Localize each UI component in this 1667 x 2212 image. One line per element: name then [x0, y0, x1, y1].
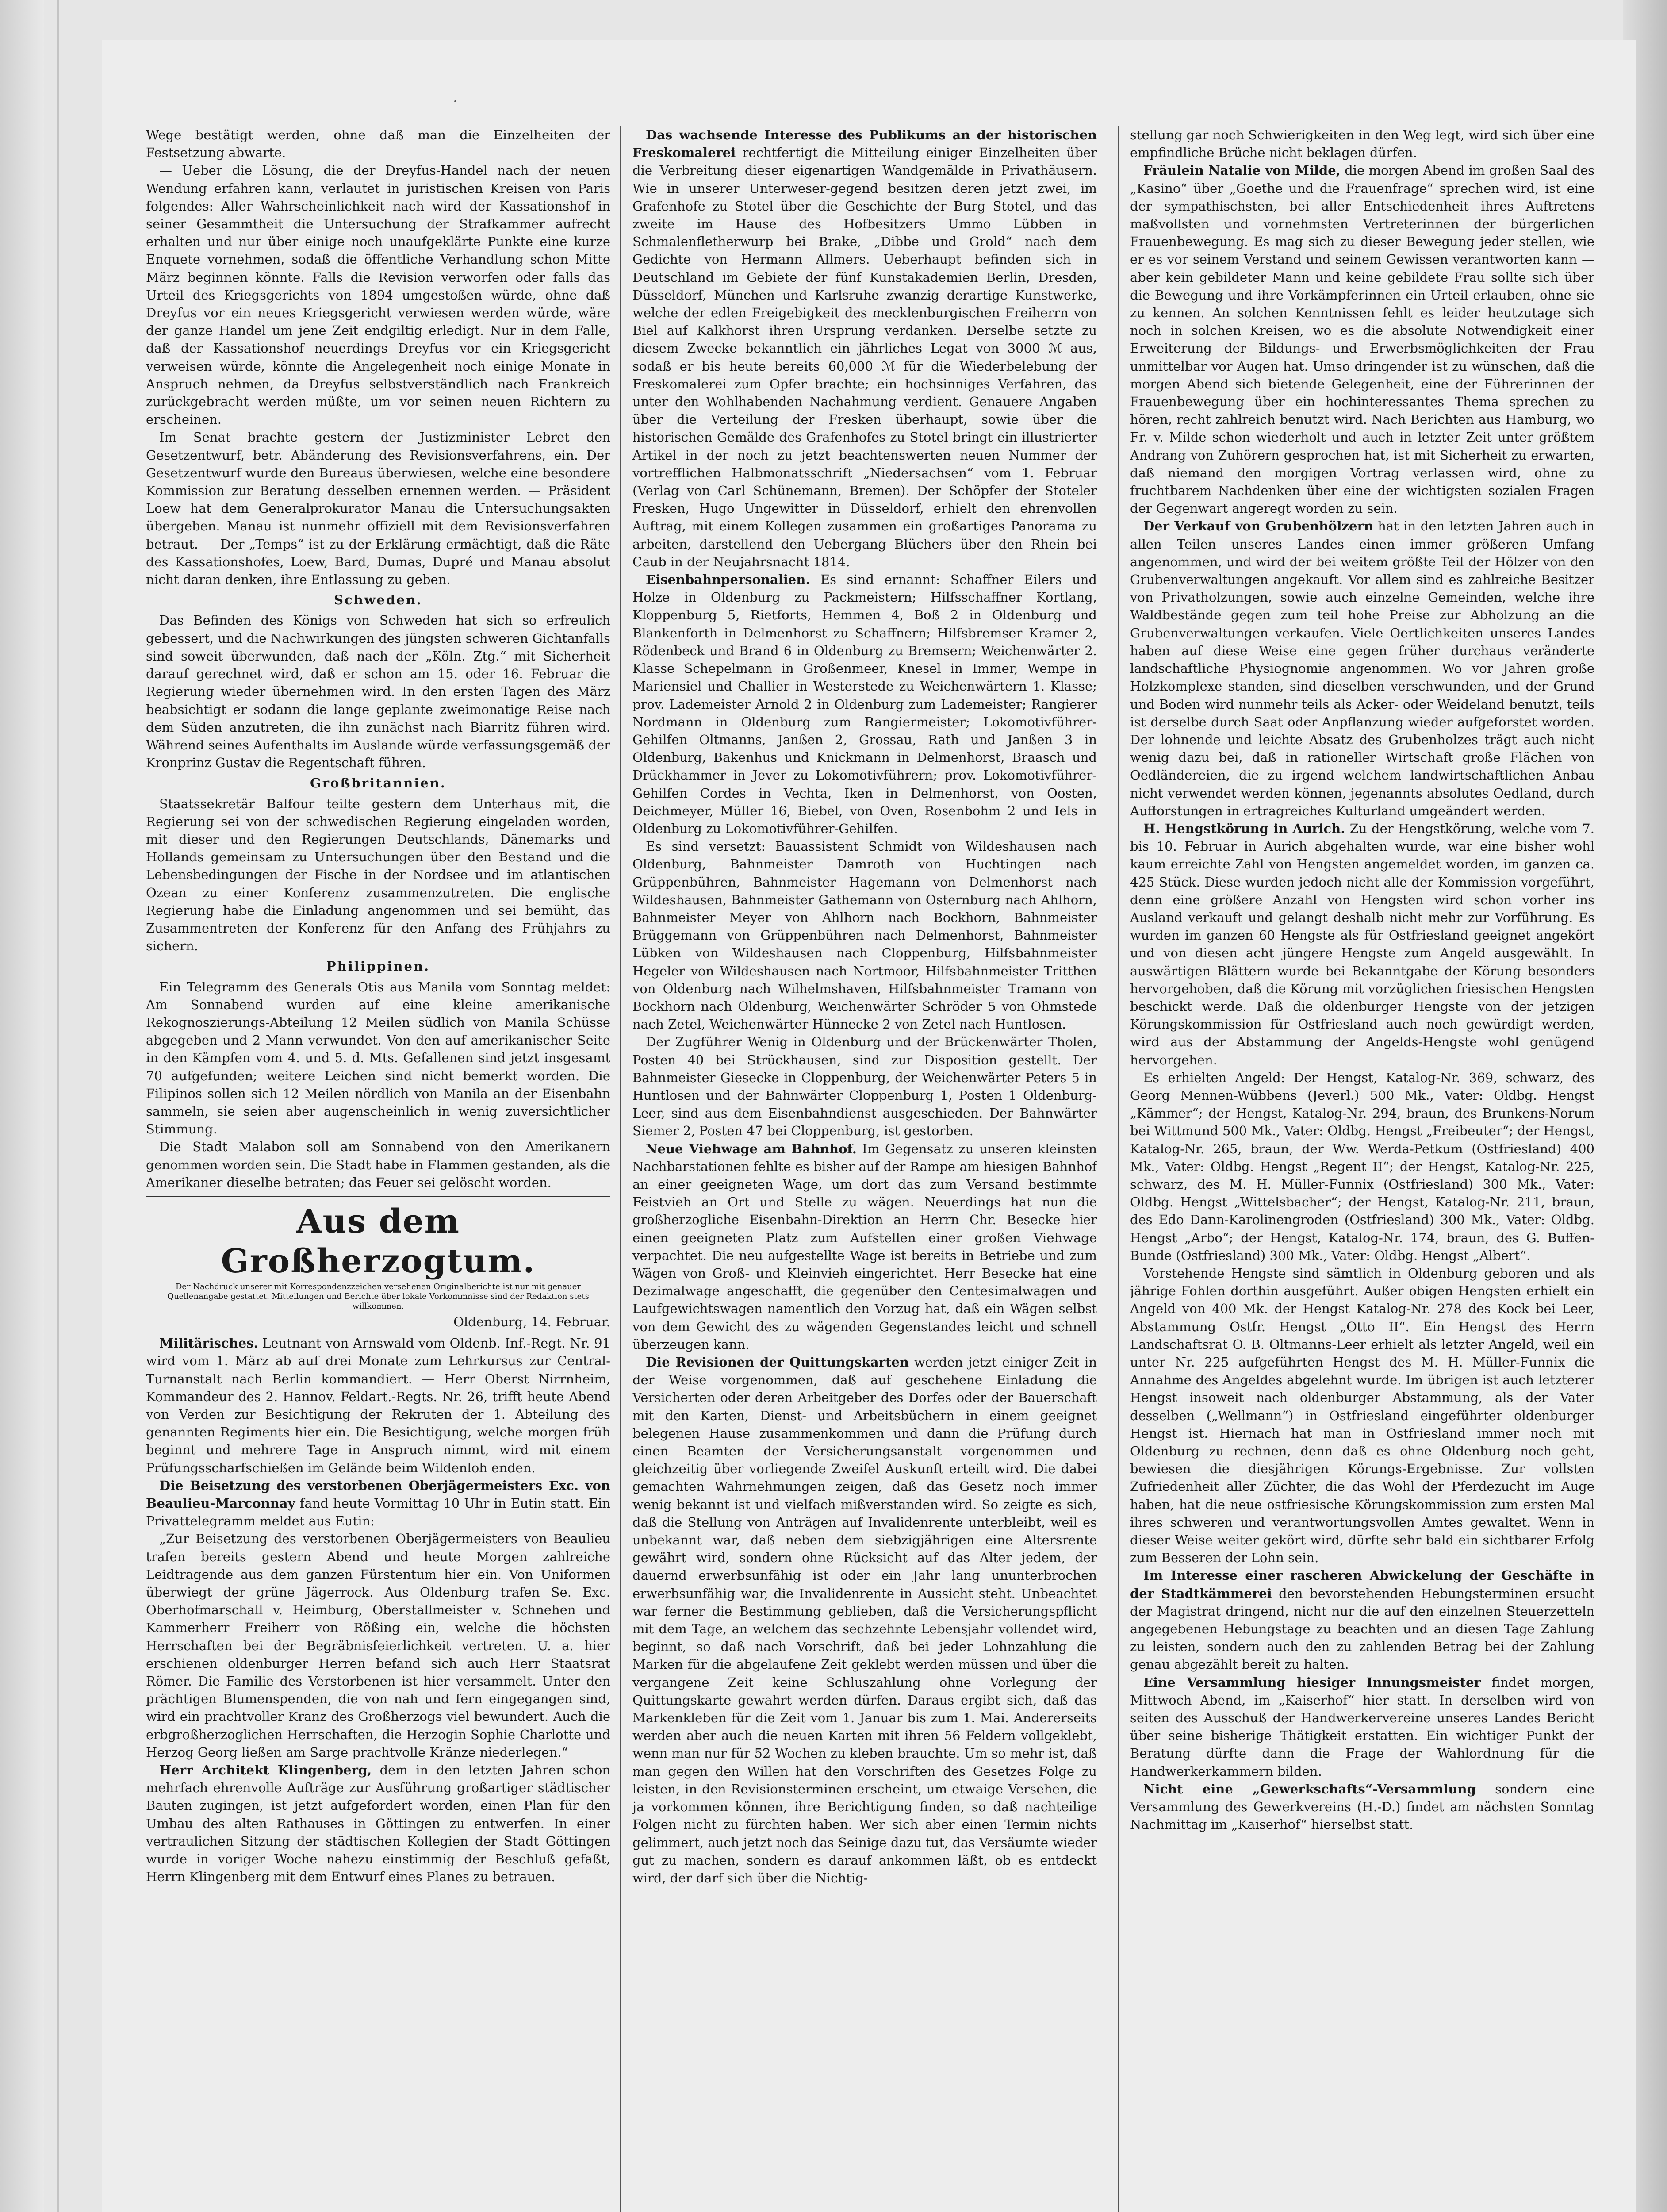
article-text: Es erhielten Angeld: Der Hengst, Katalog-Nr. 369, schwarz, des Georg Mennen-Wübbens (Jeverl.) 500 Mk., Vater: Oldbg. Hengst „Kämmer“; der Hengst, Katalog-Nr. 294, braun, des Brunkens-Norum bei Wittmund 500 Mk., Vater: Oldbg. Hengst „Freibeuter“; der Hengst, Katalog-Nr. 265, braun, der Ww. Werda-Petkum (Ostfriesland) 400 Mk., Vater: Oldbg. Hengst „Regent II“; der Hengst, Katalog-Nr. 225, schwarz, des M. H. Müller-Funnix (Ostfriesland) 300 Mk., Vater: Oldbg. Hengst „Wittelsbacher“; der Hengst, Katalog-Nr. 211, braun, des Edo Dann-Karolinengroden (Ostfriesland) 300 Mk., Vater: Oldbg. Hengst „Arbo“; der Hengst, Katalog-Nr. 174, braun, des G. Buffen-Bunde (Ostfriesland) 300 Mk., Vater: Oldbg. Hengst „Albert“.: [1130, 1070, 1594, 1263]
article-text: [632, 126, 1097, 571]
section-heading: Großbritannien.: [310, 776, 446, 791]
column-rule: [1118, 126, 1119, 2212]
article-body: den bevorstehenden Hebungsterminen ersucht der Magistrat dringend, nicht nur die auf den einzelnen Steuerzetteln angegebenen Hebungstage zu beachten und an diesen Tage Zahlung zu leisten, sondern auch den zu zahlenden Betrag bei der Zahlung genau abgezählt bereit zu halten.: [1130, 1586, 1594, 1672]
article-text: [1130, 1780, 1594, 1834]
article-lead: Im Interesse einer rascheren Abwickelung der Geschäfte in der Stadtkämmerei: [1130, 1568, 1594, 1601]
article-text: Es sind versetzt: Bauassistent Schmidt von Wildeshausen nach Oldenburg, Bahnmeister Damroth von Huchtingen nach Grüppenbühren, Bahnmeister Hagemann von Delmenhorst nach Wildeshausen, Bahnmeister Gathemann von Osternburg nach Ahlhorn, Bahnmeister Meyer von Ahlhorn nach Bockhorn, Bahnmeister Brüggemann von Grüppenbühren nach Delmenhorst, Bahnmeister Lübken von Wildeshausen nach Cloppenburg, Hilfsbahnmeister Hegeler von Wildeshausen nach Nortmoor, Hilfsbahnmeister Tritthen von Oldenburg nach Wilhelmshaven, Hilfsbahnmeister Tramann von Bockhorn nach Oldenburg, Weichenwärter Schröder 5 von Ohmstede nach Zetel, Weichenwärter Hünnecke 2 von Zetel nach Huntlosen.: [632, 839, 1097, 1032]
article-text: [632, 571, 1097, 837]
section-masthead: Aus dem Großherzogtum.: [221, 1202, 536, 1280]
column-1: [146, 126, 610, 2212]
article-lead: Eisenbahnpersonalien.: [646, 572, 810, 588]
article-text: stellung gar noch Schwierigkeiten in den Weg legt, wird sich über eine empfindliche Brüche nicht beklagen dürfen.: [1130, 127, 1594, 161]
divider: [146, 1196, 610, 1197]
column-3: [1130, 126, 1594, 2212]
reprint-note: Der Nachdruck unserer mit Korrespondenzzeichen versehenen Originalberichte ist nur mit genauer Quellenangabe gestattet. Mitteilungen und Berichte über lokale Vorkommnisse sind der Redaktion stets willkommen.: [167, 1282, 589, 1311]
section-heading: Schweden.: [333, 592, 422, 608]
article-body: werden jetzt einiger Zeit in der Weise vorgenommen, daß auf geschehene Einladung die Versicherten oder deren Arbeitgeber des Dorfes oder der Bauerschaft mit den Karten, Dienst- und Arbeitsbüchern in einem geeignet belegenen Hause zusammenkommen und dann die Prüfung durch einen Beamten der Versicherungsanstalt vorgenommen und gleichzeitig über vorliegende Zweifel Auskunft erteilt wird. Die dabei gemachten Wahrnehmungen zeigen, daß das Gesetz noch immer wenig bekannt ist und vielfach mißverstanden wird. So zeigte es sich, daß die Stellung von Anträgen auf Invalidenrente unterbleibt, weil es unbekannt war, daß neben dem siebzigjährigen eine Altersrente gewährt wird, sondern ohne Rücksicht auf das Alter jedem, der dauernd erwerbsunfähig ist oder ein Jahr lang ununterbrochen erwerbsunfähig war, die Invalidenrente in Aussicht steht. Unbeachtet war ferner die Bestimmung geblieben, daß die Versicherungspflicht mit dem Tage, an welchem das sechzehnte Lebensjahr vollendet wird, beginnt, so daß nach Vorschrift, daß bei jeder Lohnzahlung die Marken für die abgelaufene Zeit geklebt werden müssen und über die vergangene Zeit keine Schluszahlung ohne Vorlegung der Quittungskarte gewahrt werden dürfen. Daraus ergibt sich, daß das Markenkleben für die Zeit vom 1. Januar bis zum 1. Mai. Andererseits werden aber auch die neuen Karten mit ihren 56 Feldern vollgeklebt, wenn man nur für 52 Wochen zu kleben brauchte. Um so mehr ist, daß man gegen den Willen hat den Vorschriften des Gesetzes Folge zu leisten, in den Revisionsterminen erscheint, um etwaige Versehen, die ja vorkommen können, ihre Berichtigung finden, so daß nachteilige Folgen nicht zu fürchten haben. Wer sich aber einen Termin nichts gelimmert, auch jetzt noch das Seinige dazu tut, das Versäumte wieder gut zu machen, sondern es darauf ankommen läßt, ob es entdeckt wird, der darf sich über die Nichtig-: [632, 1355, 1097, 1886]
article-text: [632, 1140, 1097, 1353]
article-text: Ein Telegramm des Generals Otis aus Manila vom Sonntag meldet: Am Sonnabend wurden auf eine kleine amerikanische Rekognoszierungs-Abteilung 12 Meilen südlich von Manila Schüsse abgegeben und 2 Mann verwundet. Von den auf amerikanischer Seite in den Kämpfen vom 4. und 5. d. Mts. Gefallenen sind jetzt insgesamt 70 aufgefunden; weitere Leichen sind nicht bemerkt worden. Die Filipinos sollen sich 12 Meilen nördlich von Manila an der Eisenbahn sammeln, sie seien aber augenscheinlich in wenig zuversichtlicher Stimmung.: [146, 979, 610, 1137]
article-lead: Fräulein Natalie von Milde,: [1143, 163, 1341, 178]
article-text: — Ueber die Lösung, die der Dreyfus-Handel nach der neuen Wendung erfahren kann, verlautet in juristischen Kreisen von Paris folgendes: Aller Wahrscheinlichkeit nach wird der Kassationshof in seiner Gesammtheit die Untersuchung der Strafkammer aufrecht erhalten und nur über einige noch unaufgeklärte Punkte eine kurze Enquete vornehmen, sodaß die öffentliche Verhandlung schon Mitte März beginnen könnte. Falls die Revision verworfen oder falls das Urteil des Kriegsgerichts von 1894 umgestoßen würde, ohne daß Dreyfus vor ein neues Kriegsgericht verwiesen werden würde, wäre der ganze Handel um jene Zeit endgiltig erledigt. Nur in dem Falle, daß der Kassationshof neuerdings Dreyfus vor ein Kriegsgericht verweisen würde, könnte die Angelegenheit noch einige Monate in Anspruch nehmen, da Dreyfus selbstverständlich nach Frankreich zurückgebracht werden müßte, um vor seinen neuen Richtern zu erscheinen.: [146, 163, 610, 427]
article-text: Der Zugführer Wenig in Oldenburg und der Brückenwärter Tholen, Posten 40 bei Strückhausen, sind zur Disposition gestellt. Der Bahnmeister Giesecke in Cloppenburg, der Weichenwärter Peters 5 in Huntlosen und der Bahnwärter Cloppenburg 1, Posten 1 Oldenburg-Leer, sind aus dem Eisenbahndienst ausgeschieden. Der Bahnwärter Siemer 2, Posten 47 bei Cloppenburg, ist gestorben.: [632, 1034, 1097, 1139]
article-lead: Das wachsende Interesse des Publikums an der historischen Freskomalerei: [632, 127, 1097, 161]
article-body: rechtfertigt die Mitteilung einiger Einzelheiten über die Verbreitung dieser eigenartigen Wandgemälde in Privathäusern. Wie in unserer Unterweser-gegend besitzen deren jetzt zwei, im Grafenhofe zu Stotel über die Geschichte der Burg Stotel, und das zweite im Hause des Hofbesitzers Ummo Lübben in Schmalenfletherwurp bei Brake, „Dibbe und Grold“ nach dem Gedichte von Hermann Allmers. Ueberhaupt befinden sich in Deutschland im Gebiete der fünf Kunstakademien Berlin, Dresden, Düsseldorf, München und Karlsruhe zwanzig derartige Kunstwerke, welche der edlen Freigebigkeit des mecklenburgischen Freiherrn von Biel auf Kalkhorst ihren Ursprung verdanken. Derselbe setzte zu diesem Zwecke bekanntlich ein jährliches Legat von 3000 ℳ aus, sodaß er bis heute bereits 60,000 ℳ für die Wiederbelebung der Freskomalerei zum Opfer brachte; ein hochsinniges Verfahren, das unter den Wohlhabenden Nachahmung verdient. Genauere Angaben über die Verteilung der Fresken überhaupt, sowie über die historischen Gemälde des Grafenhofes zu Stotel bringt ein illustrierter Artikel in der noch zu jetzt beachtenswerten neuen Nummer der vortrefflichen Halbmonatsschrift „Niedersachsen“ vom 1. Februar (Verlag von Carl Schünemann, Bremen). Der Schöpfer der Stoteler Fresken, Hugo Ungewitter in Düsseldorf, erhielt den ehrenvollen Auftrag, mit einem Kollegen zusammen ein großartiges Panorama zu arbeiten, darstellend den Uebergang Blüchers über den Rhein bei Caub in der Neujahrsnacht 1814.: [632, 145, 1097, 569]
article-lead: Eine Versammlung hiesiger Innungsmeister: [1143, 1674, 1481, 1690]
article-text: Staatssekretär Balfour teilte gestern dem Unterhaus mit, die Regierung sei von der schwedischen Regierung eingeladen worden, mit dieser und den Regierungen Deutschlands, Dänemarks und Hollands gemeinsam zu Untersuchungen über den Bestand und die Lebensbedingungen der Fische in der Nordsee und im atlantischen Ozean zu einer Konferenz zusammenzutreten. Die englische Regierung habe die Einladung angenommen und sei bemüht, das Zusammentreten der Konferenz für den Anfang des Frühjahrs zu sichern.: [146, 796, 610, 954]
article-text: [146, 1477, 610, 1530]
article-body: fand heute Vormittag 10 Uhr in Eutin statt. Ein Privattelegramm meldet aus Eutin:: [146, 1496, 610, 1529]
article-lead: Die Revisionen der Quittungskarten: [646, 1355, 909, 1370]
binding-rule: [57, 0, 59, 2212]
article-text: Das Befinden des Königs von Schweden hat sich so erfreulich gebessert, und die Nachwirkungen des jüngsten schweren Gichtanfalls sind soweit überwunden, daß nach der „Köln. Ztg.“ mit Sicherheit darauf gerechnet wird, daß er schon am 15. oder 16. Februar die Regierung wieder übernehmen wird. In den ersten Tagen des März beabsichtigt er sodann die lange geplante zweimonatige Reise nach dem Süden anzutreten, die ihn zunächst nach Biarritz führen wird. Während seines Aufenthalts im Auslande würde verfassungsgemäß der Kronprinz Gustav die Regentschaft führen.: [146, 613, 610, 771]
section-heading: Philippinen.: [326, 959, 430, 974]
article-body: Im Gegensatz zu unseren kleinsten Nachbarstationen fehlte es bisher auf der Rampe am hiesigen Bahnhof an einer geeigneten Wage, um dort das zum Versand bestimmte Feistvieh an Ort und Stelle zu wägen. Neuerdings hat nun die großherzogliche Eisenbahn-Direktion an Herrn Chr. Besecke hier einen geeigneten Platz zum Aufstellen einer großen Viehwage verpachtet. Die neu aufgestellte Wage ist bereits in Betriebe und zum Wägen von Groß- und Kleinvieh eingerichtet. Herr Besecke hat eine Dezimalwage angeschafft, die gegenüber den Centesimalwagen und Laufgewichtswagen namentlich den Vorzug hat, daß ein Wägen selbst von dem Gewicht des zu wägenden Gegenstandes leicht und schnell überzeugen kann.: [632, 1141, 1097, 1352]
column-rule: [620, 126, 621, 2212]
article-text: [1130, 1674, 1594, 1780]
article-text: [146, 1334, 610, 1477]
article-body: Leutnant von Arnswald vom Oldenb. Inf.-Regt. Nr. 91 wird vom 1. März ab auf drei Monate zum Lehrkursus zur Central-Turnanstalt nach Berlin kommandiert. — Herr Oberst Nirrnheim, Kommandeur des 2. Hannov. Feldart.-Regts. Nr. 26, trifft heute Abend von Verden zur Besichtigung der Rekruten der 1. Abteilung des genannten Regiments hier ein. Die Besichtigung, welche morgen früh beginnt und mehrere Tage in Anspruch nimmt, wird mit einem Prüfungsscharfschießen im Gelände beim Wildenloh enden.: [146, 1336, 610, 1475]
article-text: Im Senat brachte gestern der Justizminister Lebret den Gesetzentwurf, betr. Abänderung des Revisionsverfahrens, ein. Der Gesetzentwurf wurde den Bureaus überwiesen, welche eine besondere Kommission zur Beratung desselben ernennen werden. — Präsident Loew hat dem Generalprokurator Manau die Untersuchungsakten übergeben. Manau ist nunmehr offiziell mit dem Revisionsverfahren betraut. — Der „Temps“ ist zu der Erklärung ermächtigt, daß die Räte des Kassationshofes, Loew, Bard, Dumas, Dupré und Manau absolut nicht daran denken, ihre Entlassung zu geben.: [146, 430, 610, 588]
page-mark: •: [453, 98, 457, 105]
article-lead: H. Hengstkörung in Aurich.: [1143, 821, 1345, 836]
article-body: Es sind ernannt: Schaffner Eilers und Holze in Oldenburg zu Packmeistern; Hilfsschaffner Kortlang, Kloppenburg 5, Rietforts, Hemmen 4, Boß 2 in Oldenburg und Blankenforth in Delmenhorst zu Schaffnern; Hilfsbremser Kramer 2, Rödenbeck und Brand 6 in Oldenburg zu Bremsern; Weichenwärter 2. Klasse Schepelmann in Großenmeer, Knesel in Immer, Wempe in Mariensiel und Challier in Westerstede zu Weichenwärtern 1. Klasse; prov. Lademeister Arnold 2 in Oldenburg zum Lademeister; Rangierer Nordmann in Oldenburg zum Rangiermeister; Lokomotivführer-Gehilfen Oltmanns, Janßen 2, Grossau, Rath und Janßen 3 in Oldenburg, Bakenhus und Knickmann in Delmenhorst, Braasch und Drückhammer in Jever zu Lokomotivführern; prov. Lokomotivführer-Gehilfen Cordes in Vechta, Iken in Delmenhorst, von Oosten, Deichmeyer, Müller 16, Biebel, von Oven, Rosenbohm 2 und Iels in Oldenburg zu Lokomotivführer-Gehilfen.: [632, 572, 1097, 836]
binding-edge: [0, 0, 44, 2212]
article-text: Vorstehende Hengste sind sämtlich in Oldenburg geboren und als jährige Fohlen dorthin ausgeführt. Außer obigen Hengsten erhielt ein Angeld von 400 Mk. der Hengst Katalog-Nr. 278 des Kock bei Leer, Abstammung Ostfr. Hengst „Otto II“. Ein Hengst des Herrn Landschaftsrat O. B. Oltmanns-Leer erhielt als letzter Angeld, weil ein unter Nr. 225 aufgeführten Hengst des M. H. Müller-Funnix die Annahme des Angeldes abgelehnt wurde. Im übrigen ist auch letzterer Hengst insoweit nach oldenburger Abstammung, als der Vater desselben („Wellmann“) in Ostfriesland eingeführter oldenburger Hengst ist. Hiernach hat man in Ostfriesland immer noch mit Oldenburg zu rechnen, denn daß es ohne Oldenburg noch geht, bewiesen die diesjährigen Körungs-Ergebnisse. Zur vollsten Zufriedenheit aller Züchter, die das Wohl der Pferdezucht im Auge haben, hat die neue ostfriesische Körungskommission zum ersten Mal ihres schweren und verantwortungsvollen Amtes gewaltet. Wenn in dieser Weise weiter gekört wird, dürfte sehr bald ein sichtbarer Erfolg zum Besseren der Lohn sein.: [1130, 1266, 1594, 1566]
article-lead: Die Beisetzung des verstorbenen Oberjägermeisters Exc. von Beaulieu-Marconnay: [146, 1478, 610, 1511]
article-body: dem in den letzten Jahren schon mehrfach ehrenvolle Aufträge zur Ausführung großartiger städtischer Bauten zugingen, ist jetzt aufgefordert worden, einen Plan für den Umbau des alten Rathauses in Göttingen zu entwerfen. In einer vertraulichen Sitzung der städtischen Kollegien der Stadt Göttingen wurde in voriger Woche nahezu einstimmig der Beschluß gefaßt, Herrn Klingenberg mit dem Entwurf eines Planes zu betrauen.: [146, 1763, 610, 1885]
article-text: Die Stadt Malabon soll am Sonnabend von den Amerikanern genommen worden sein. Die Stadt habe in Flammen gestanden, als die Amerikaner dieselbe betraten; das Feuer sei gelöscht worden.: [146, 1139, 610, 1190]
article-text: „Zur Beisetzung des verstorbenen Oberjägermeisters von Beaulieu trafen bereits gestern Abend und heute Morgen zahlreiche Leidtragende aus dem ganzen Fürstentum hier ein. Von Uniformen überwiegt der grüne Jägerrock. Aus Oldenburg trafen Se. Exc. Oberhofmarschall v. Heimburg, Oberstallmeister v. Schnehen und Kammerherr Freiherr von Rößing ein, welche die höchsten Herrschaften bei der Begräbnisfeierlichkeit vertreten. U. a. hier erschienen oldenburger Herren befand sich auch Herr Staatsrat Römer. Die Familie des Verstorbenen ist hier versammelt. Unter den prächtigen Blumenspenden, die von nah und fern eingegangen sind, wird ein prachtvoller Kranz des Großherzogs viel bewundert. Auch die erbgroßherzoglichen Herrschaften, die Herzogin Sophie Charlotte und Herzog Georg ließen am Sarge prachtvolle Kränze niederlegen.“: [146, 1531, 610, 1760]
article-body: die morgen Abend im großen Saal des „Kasino“ über „Goethe und die Frauenfrage“ sprechen wird, ist eine der sympathischsten, bei aller Entschiedenheit ihres Auftretens maßvollsten und vornehmsten Vertreterinnen der bürgerlichen Frauenbewegung. Es mag sich zu dieser Bewegung jeder stellen, wie er es vor seinem Verstand und seinem Gewissen verantworten kann — aber kein gebildeter Mann und keine gebildete Frau sollte sich über die Bewegung und ihre Vorkämpferinnen ein Urteil erlauben, ohne sie zu kennen. An solchen Kenntnissen fehlt es leider heutzutage sich noch in solchen Kreisen, wo es die absolute Notwendigkeit einer Erweiterung der Bildungs- und Erwerbsmöglichkeiten der Frau unmittelbar vor Augen hat. Umso dringender ist zu wünschen, daß die morgen Abend sich bietende Gelegenheit, eine der Führerinnen der Frauenbewegung über ein hochinteressantes Thema sprechen zu hören, recht zahlreich benutzt wird. Nach Berichten aus Hamburg, wo Fr. v. Milde schon wiederholt und auch in letzter Zeit unter größtem Andrang von Zuhörern gesprochen hat, ist mit Sicherheit zu erwarten, daß niemand den morgigen Vortrag verlassen wird, ohne zu fruchtbarem Nachdenken über eine der wichtigsten sozialen Fragen der Gegenwart angeregt worden zu sein.: [1130, 163, 1594, 516]
article-text: [1130, 161, 1594, 517]
article-body: Zu der Hengstkörung, welche vom 7. bis 10. Februar in Aurich abgehalten wurde, war eine bisher wohl kaum erreichte Zahl von Hengsten angemeldet worden, im ganzen ca. 425 Stück. Diese wurden jedoch nicht alle der Kommission vorgeführt, denn eine größere Anzahl von Hengsten wird schon vorher ins Ausland verkauft und gelangt deshalb nicht mehr zur Vorführung. Es wurden im ganzen 60 Hengste als für Ostfriesland geeignet angekört und von diesen acht jüngere Hengste zum Angeld ausgewählt. In auswärtigen Blättern wurde bei Bekanntgabe der Körung besonders hervorgehoben, daß die Körung mit vorzüglichen friesischen Hengsten beschickt werde. Daß die oldenburger Hengste von der jetzigen Körungskommission für Ostfriesland auch noch gewürdigt werden, wird aus der Abstammung der Angelds-Hengste wohl genügend hervorgehen.: [1130, 821, 1594, 1068]
article-lead: Der Verkauf von Grubenhölzern: [1143, 518, 1373, 534]
column-2: [632, 126, 1097, 2212]
article-text: [146, 1761, 610, 1886]
article-text: [632, 1353, 1097, 1887]
article-lead: Neue Viehwage am Bahnhof.: [646, 1141, 857, 1156]
article-text: [1130, 820, 1594, 1069]
article-body: hat in den letzten Jahren auch in allen Teilen unseres Landes einen immer größeren Umfang angenommen, und wird der bei weitem größte Teil der Hölzer von den Grubenverwaltungen angekauft. Vor allem sind es zahlreiche Besitzer von Privatholzungen, sowie auch einzelne Gemeinden, welche ihre Waldbestände gegen zum teil hohe Preise zur Abholzung an die Grubenverwaltungen verkaufen. Viele Oertlichkeiten unseres Landes haben auf diese Weise eine gegen früher durchaus veränderte landschaftliche Physiognomie angenommen. Wo vor Jahren große Holzkomplexe standen, sind dieselben verschwunden, und der Grund und Boden wird nunmehr teils als Acker- oder Weideland benutzt, teils ist derselbe durch Saat oder Anpflanzung wieder aufgeforstet worden. Der lohnende und leichte Absatz des Grubenholzes trägt auch nicht wenig dazu bei, daß in rationeller Wirtschaft große Flächen von Oedländereien, die zu irgend welchem landwirtschaftlichen Anbau nicht verwendet werden können, jegenannts absolutes Oedland, durch Aufforstungen in ertragreiches Kulturland umgeändert werden.: [1130, 518, 1594, 818]
article-text: Wege bestätigt werden, ohne daß man die Einzelheiten der Festsetzung abwarte.: [146, 127, 610, 161]
dateline: Oldenburg, 14. Februar.: [453, 1314, 610, 1329]
article-body: findet morgen, Mittwoch Abend, im „Kaiserhof“ hier statt. In derselben wird von seiten des Ausschuß der Handwerkervereine unseres Landes Bericht über seine bisherige Thätigkeit erstatten. Ein wichtiger Punkt der Beratung dürfte dann die Frage der Wahlordnung für die Handwerkerkammern bilden.: [1130, 1674, 1594, 1779]
article-lead: Herr Architekt Klingenberg,: [159, 1763, 372, 1778]
article-body: sondern eine Versammlung des Gewerkvereins (H.-D.) findet am nächsten Sonntag Nachmittag im „Kaiserhof“ hierselbst statt.: [1130, 1781, 1594, 1832]
article-lead: Militärisches.: [159, 1336, 258, 1351]
article-lead: Nicht eine „Gewerkschafts“-Versammlung: [1143, 1781, 1476, 1797]
article-text: [1130, 1567, 1594, 1673]
article-text: [1130, 517, 1594, 819]
